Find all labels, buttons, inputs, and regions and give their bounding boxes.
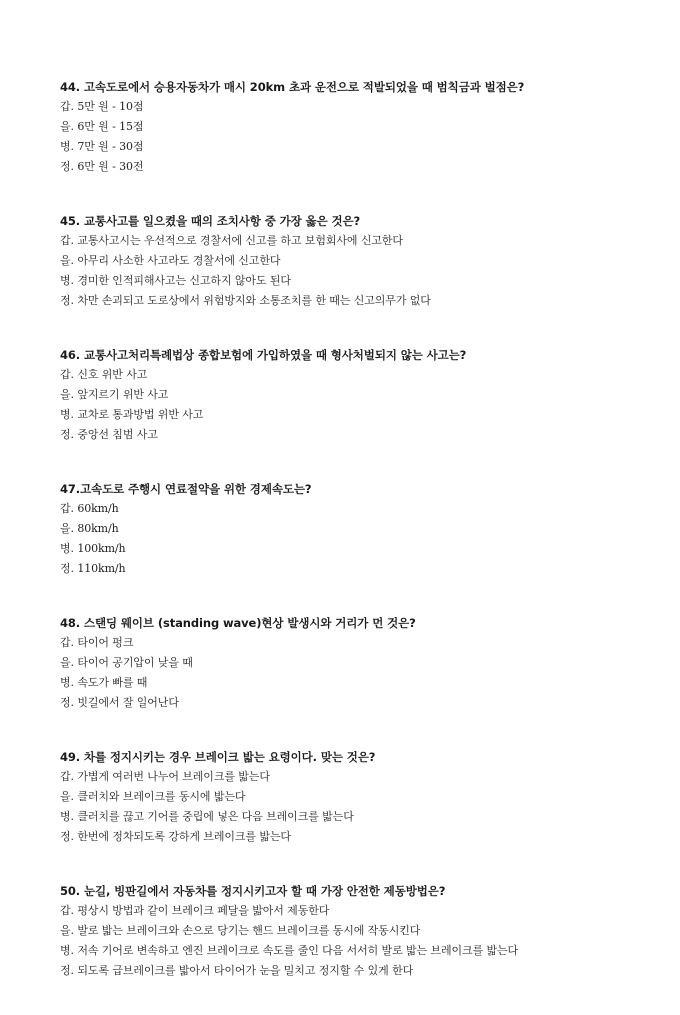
option-gap: 갑. 5만 원 - 10점 bbox=[60, 100, 144, 113]
option-jeong: 정. 차만 손괴되고 도로상에서 위험방지와 소통조치를 한 때는 신고의무가 없다 bbox=[60, 294, 431, 307]
option-eul: 을. 발로 밟는 브레이크와 손으로 당기는 핸드 브레이크를 동시에 작동시킨다 bbox=[60, 924, 421, 937]
option-eul: 을. 6만 원 - 15점 bbox=[60, 120, 144, 133]
question-title: 44. 고속도로에서 승용자동차가 매시 20km 초과 운전으로 적발되었을 때 범칙금과 벌점은? bbox=[60, 80, 525, 94]
option-byeong: 병. 저속 기어로 변속하고 엔진 브레이크로 속도를 줄인 다음 서서히 발로 밟는 브레이크를 밟는다 bbox=[60, 944, 519, 957]
option-jeong: 정. 한번에 정차되도록 강하게 브레이크를 밟는다 bbox=[60, 830, 291, 843]
option-jeong: 정. 중앙선 침범 사고 bbox=[60, 428, 158, 441]
question-46 bbox=[60, 345, 660, 445]
option-byeong: 병. 7만 원 - 30점 bbox=[60, 140, 144, 153]
option-jeong: 정. 되도록 급브레이크를 밟아서 타이어가 눈을 밀치고 정지할 수 있게 한다 bbox=[60, 964, 414, 977]
question-48 bbox=[60, 613, 660, 713]
question-title: 49. 차를 정지시키는 경우 브레이크 밟는 요령이다. 맞는 것은? bbox=[60, 750, 376, 764]
option-byeong: 병. 100km/h bbox=[60, 542, 126, 555]
question-title: 47.고속도로 주행시 연료절약을 위한 경제속도는? bbox=[60, 482, 312, 496]
question-47 bbox=[60, 479, 660, 579]
question-title: 45. 교통사고를 일으켰을 때의 조치사항 중 가장 옳은 것은? bbox=[60, 214, 361, 228]
question-50 bbox=[60, 881, 660, 981]
question-title: 46. 교통사고처리특례법상 종합보험에 가입하였을 때 형사처벌되지 않는 사고는? bbox=[60, 348, 467, 362]
option-jeong: 정. 6만 원 - 30전 bbox=[60, 160, 144, 173]
option-gap: 갑. 평상시 방법과 같이 브레이크 페달을 밟아서 제동한다 bbox=[60, 904, 330, 917]
question-title: 50. 눈길, 빙판길에서 자동차를 정지시키고자 할 때 가장 안전한 제동방법은? bbox=[60, 884, 446, 898]
question-title: 48. 스탠딩 웨이브 (standing wave)현상 발생시와 거리가 먼 것은? bbox=[60, 616, 416, 630]
option-gap: 갑. 타이어 펑크 bbox=[60, 636, 134, 649]
option-jeong: 정. 빗길에서 잘 일어난다 bbox=[60, 696, 179, 709]
option-byeong: 병. 속도가 빠를 때 bbox=[60, 676, 148, 689]
option-eul: 을. 아무리 사소한 사고라도 경찰서에 신고한다 bbox=[60, 254, 281, 267]
option-eul: 을. 80km/h bbox=[60, 522, 119, 535]
option-eul: 을. 앞지르기 위반 사고 bbox=[60, 388, 169, 401]
option-byeong: 병. 클러치를 끊고 기어를 중립에 넣은 다음 브레이크를 밟는다 bbox=[60, 810, 354, 823]
question-44 bbox=[60, 77, 660, 177]
question-49 bbox=[60, 747, 660, 847]
exam-page bbox=[60, 77, 660, 1015]
option-gap: 갑. 60km/h bbox=[60, 502, 119, 515]
option-eul: 을. 클러치와 브레이크를 동시에 밟는다 bbox=[60, 790, 246, 803]
option-gap: 갑. 신호 위반 사고 bbox=[60, 368, 148, 381]
option-gap: 갑. 교통사고시는 우선적으로 경찰서에 신고를 하고 보험회사에 신고한다 bbox=[60, 234, 403, 247]
option-eul: 을. 타이어 공기압이 낮을 때 bbox=[60, 656, 193, 669]
option-byeong: 병. 교차로 통과방법 위반 사고 bbox=[60, 408, 204, 421]
option-jeong: 정. 110km/h bbox=[60, 562, 126, 575]
option-byeong: 병. 경미한 인적피해사고는 신고하지 않아도 된다 bbox=[60, 274, 291, 287]
question-45 bbox=[60, 211, 660, 311]
option-gap: 갑. 가볍게 여러번 나누어 브레이크를 밟는다 bbox=[60, 770, 270, 783]
